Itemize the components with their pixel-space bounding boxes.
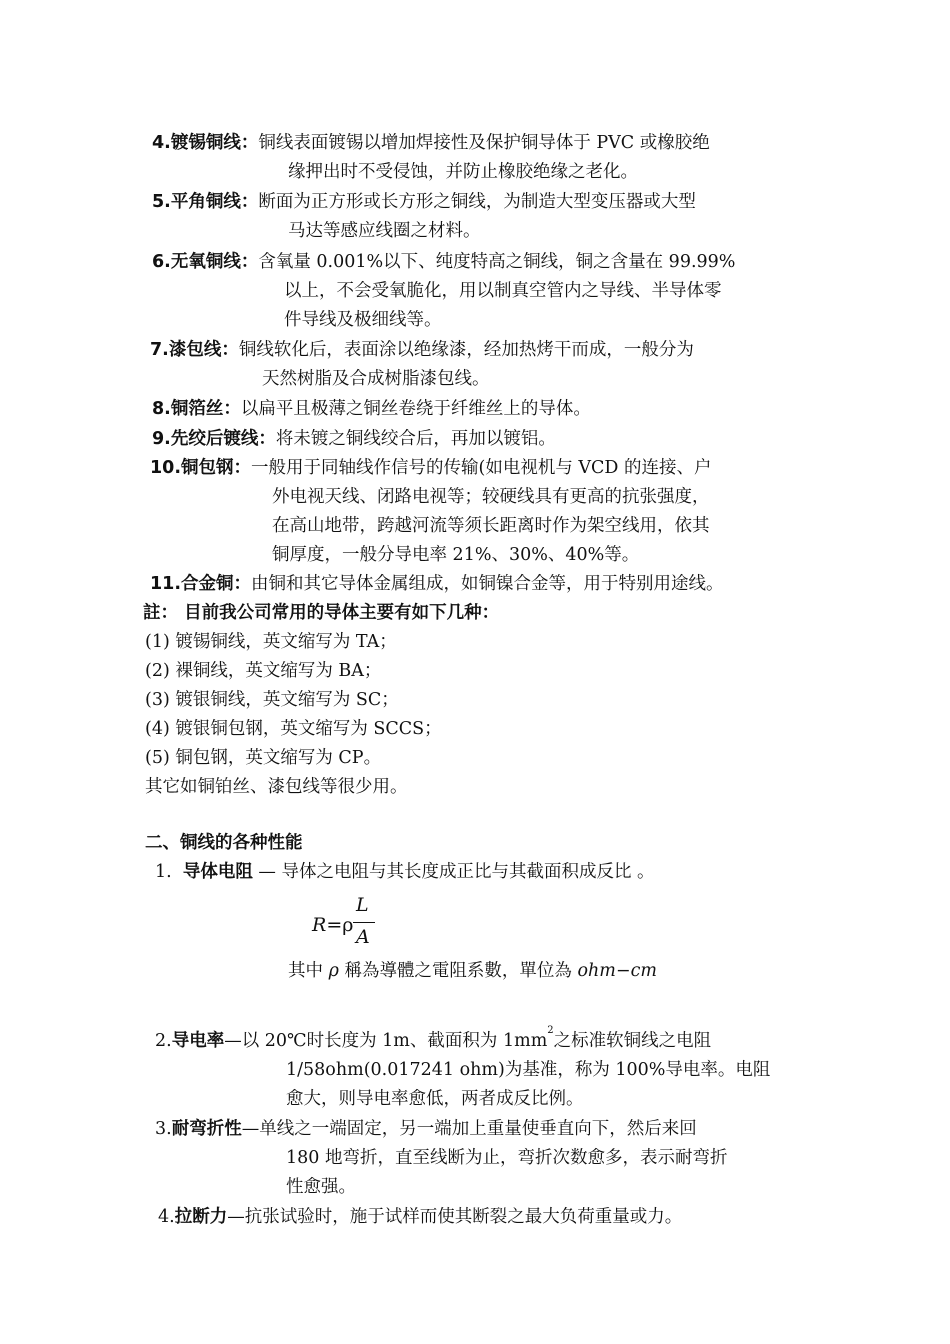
item-7-line-1: 7.漆包线：铜线软化后，表面涂以绝缘漆，经加热烤干而成，一般分为 bbox=[150, 340, 694, 360]
item-10-line-2: 外电视天线、闭路电视等；较硬线具有更高的抗张强度， bbox=[272, 487, 710, 507]
property-2-line-1: 2.导电率—以 20℃时长度为 1m、截面积为 $1mm^2$之标准软铜线之电阻 bbox=[155, 1025, 712, 1051]
item-10-line-3: 在高山地带，跨越河流等须长距离时作为架空线用，依其 bbox=[272, 516, 710, 536]
item-6-line-3: 件导线及极细线等。 bbox=[284, 310, 442, 330]
note-footer: 其它如铜铂丝、漆包线等很少用。 bbox=[145, 777, 408, 797]
property-3-line-2: 180 地弯折，直至线断为止，弯折次数愈多，表示耐弯折 bbox=[286, 1148, 728, 1168]
property-4-term: 拉断力 bbox=[174, 1207, 228, 1227]
item-5-line-1: 5.平角铜线：断面为正方形或长方形之铜线，为制造大型变压器或大型 bbox=[152, 192, 696, 212]
item-6-term: 6.无氧铜线： bbox=[152, 252, 259, 272]
document-page: 4.镀锡铜线：铜线表面镀锡以增加焊接性及保护铜导体于 PVC 或橡胶绝 缘押出时不受侵蚀，并防止橡胶绝缘之老化。 5.平角铜线：断面为正方形或长方形之铜线，为制造大型变压器或大型 马达等感应线圈之材料。 6.无氧铜线：含氧量 0.001%以下、纯度特高之铜线，铜之含量在 99.99% 以上，不会受氧脆化，用以制真空管内之导线、半导体零 件导线及极细线等。 7.漆包线：铜线软化后，表面涂以绝缘漆，经加热烤干而成，一般分为 天然树脂及合成树脂漆包线。 8.铜箔丝：以扁平且极薄之铜丝卷绕于纤维丝上的导体。 9.先绞后镀线：将未镀之铜线绞合后，再加以镀铝。 10.铜包钢：一般用于同轴线作信号的传输(如电视机与 VCD 的连接、户 外电视天线、闭路电视等；较硬线具有更高的抗张强度， 在高山地带，跨越河流等须长距离时作为架空线用，依其 铜厚度，一般分导电率 21%、30%、40%等。 11.合金铜：由铜和其它导体金属组成，如铜镍合金等，用于特别用途线。 註： 目前我公司常用的导体主要有如下几种： (1) 镀锡铜线，英文缩写为 TA； (2) 裸铜线，英文缩写为 BA； (3) 镀银铜线，英文缩写为 SC； (4) 镀银铜包钢，英文缩写为 SCCS； (5) 铜包钢，英文缩写为 CP。 其它如铜铂丝、漆包线等很少用。 二、铜线的各种性能 1. 导体电阻 — 导体之电阻与其长度成正比与其截面积成反比 。 R=ρ L A 其中 ρ 稱為導體之電阻系數，單位為 ohm−cm 2.导电率—以 20℃时长度为 1m、截面积为 $1mm^2$之标准软铜线之电阻 1/58ohm(0.017241 ohm)为基准，称为 100%导电率。电阻 愈大，则导电率愈低，两者成反比例。 3.耐弯折性—单线之一端固定，另一端加上重量使垂直向下，然后来回 180 地弯折，直至线断为止，弯折次数愈多，表示耐弯折 性愈强。 4.拉断力—抗张试验时，施于试样而使其断裂之最大负荷重量或力。 bbox=[0, 0, 950, 1344]
item-5-term: 5.平角铜线： bbox=[152, 192, 259, 212]
item-6-line-2: 以上，不会受氧脆化，用以制真空管内之导线、半导体零 bbox=[284, 281, 722, 301]
fraction-bar bbox=[353, 922, 375, 923]
note-list-item: (4) 镀银铜包钢，英文缩写为 SCCS； bbox=[145, 719, 442, 739]
formula-note: 其中 ρ 稱為導體之電阻系數，單位為 ohm−cm bbox=[288, 961, 657, 981]
item-10-line-1: 10.铜包钢：一般用于同轴线作信号的传输(如电视机与 VCD 的连接、户 bbox=[150, 458, 712, 478]
note-list-item: (2) 裸铜线，英文缩写为 BA； bbox=[145, 661, 382, 681]
item-6-line-1: 6.无氧铜线：含氧量 0.001%以下、纯度特高之铜线，铜之含量在 99.99% bbox=[152, 252, 736, 272]
item-4-term: 4.镀锡铜线： bbox=[152, 133, 259, 153]
property-3-term: 耐弯折性 bbox=[171, 1119, 242, 1139]
item-11-term: 11.合金铜： bbox=[150, 574, 252, 594]
note-list-item: (3) 镀银铜线，英文缩写为 SC； bbox=[145, 690, 399, 710]
note-heading: 註： 目前我公司常用的导体主要有如下几种： bbox=[143, 603, 500, 623]
item-4-line-2: 缘押出时不受侵蚀，并防止橡胶绝缘之老化。 bbox=[288, 162, 638, 182]
note-list-item: (1) 镀锡铜线，英文缩写为 TA； bbox=[145, 632, 397, 652]
item-10-term: 10.铜包钢： bbox=[150, 458, 252, 478]
property-2-line-3: 愈大，则导电率愈低，两者成反比例。 bbox=[286, 1089, 584, 1109]
property-4-line-1: 4.拉断力—抗张试验时，施于试样而使其断裂之最大负荷重量或力。 bbox=[158, 1207, 683, 1227]
property-3-line-3: 性愈强。 bbox=[286, 1177, 356, 1197]
item-8-term: 8.铜箔丝： bbox=[152, 399, 241, 419]
property-2-line-2: 1/58ohm(0.017241 ohm)为基准，称为 100%导电率。电阻 bbox=[286, 1060, 771, 1080]
formula-numerator: L bbox=[356, 894, 369, 916]
item-7-term: 7.漆包线： bbox=[150, 340, 239, 360]
item-9-term: 9.先绞后镀线： bbox=[152, 429, 276, 449]
note-list-item: (5) 铜包钢，英文缩写为 CP。 bbox=[145, 748, 382, 768]
item-9-line-1: 9.先绞后镀线：将未镀之铜线绞合后，再加以镀铝。 bbox=[152, 429, 556, 449]
item-8-line-1: 8.铜箔丝：以扁平且极薄之铜丝卷绕于纤维丝上的导体。 bbox=[152, 399, 591, 419]
item-7-line-2: 天然树脂及合成树脂漆包线。 bbox=[262, 369, 490, 389]
item-5-line-2: 马达等感应线圈之材料。 bbox=[288, 221, 481, 241]
section-2-heading: 二、铜线的各种性能 bbox=[145, 833, 303, 853]
formula-denominator: A bbox=[356, 926, 370, 948]
item-10-line-4: 铜厚度，一般分导电率 21%、30%、40%等。 bbox=[272, 545, 640, 565]
property-1-term: 导体电阻 bbox=[182, 862, 253, 882]
property-3-line-1: 3.耐弯折性—单线之一端固定，另一端加上重量使垂直向下，然后来回 bbox=[155, 1119, 697, 1139]
property-1-line-1: 1. 导体电阻 — 导体之电阻与其长度成正比与其截面积成反比 。 bbox=[155, 862, 655, 882]
item-11-line-1: 11.合金铜：由铜和其它导体金属组成，如铜镍合金等，用于特别用途线。 bbox=[150, 574, 724, 594]
property-2-term: 导电率 bbox=[171, 1031, 225, 1051]
item-4-line-1: 4.镀锡铜线：铜线表面镀锡以增加焊接性及保护铜导体于 PVC 或橡胶绝 bbox=[152, 133, 710, 153]
